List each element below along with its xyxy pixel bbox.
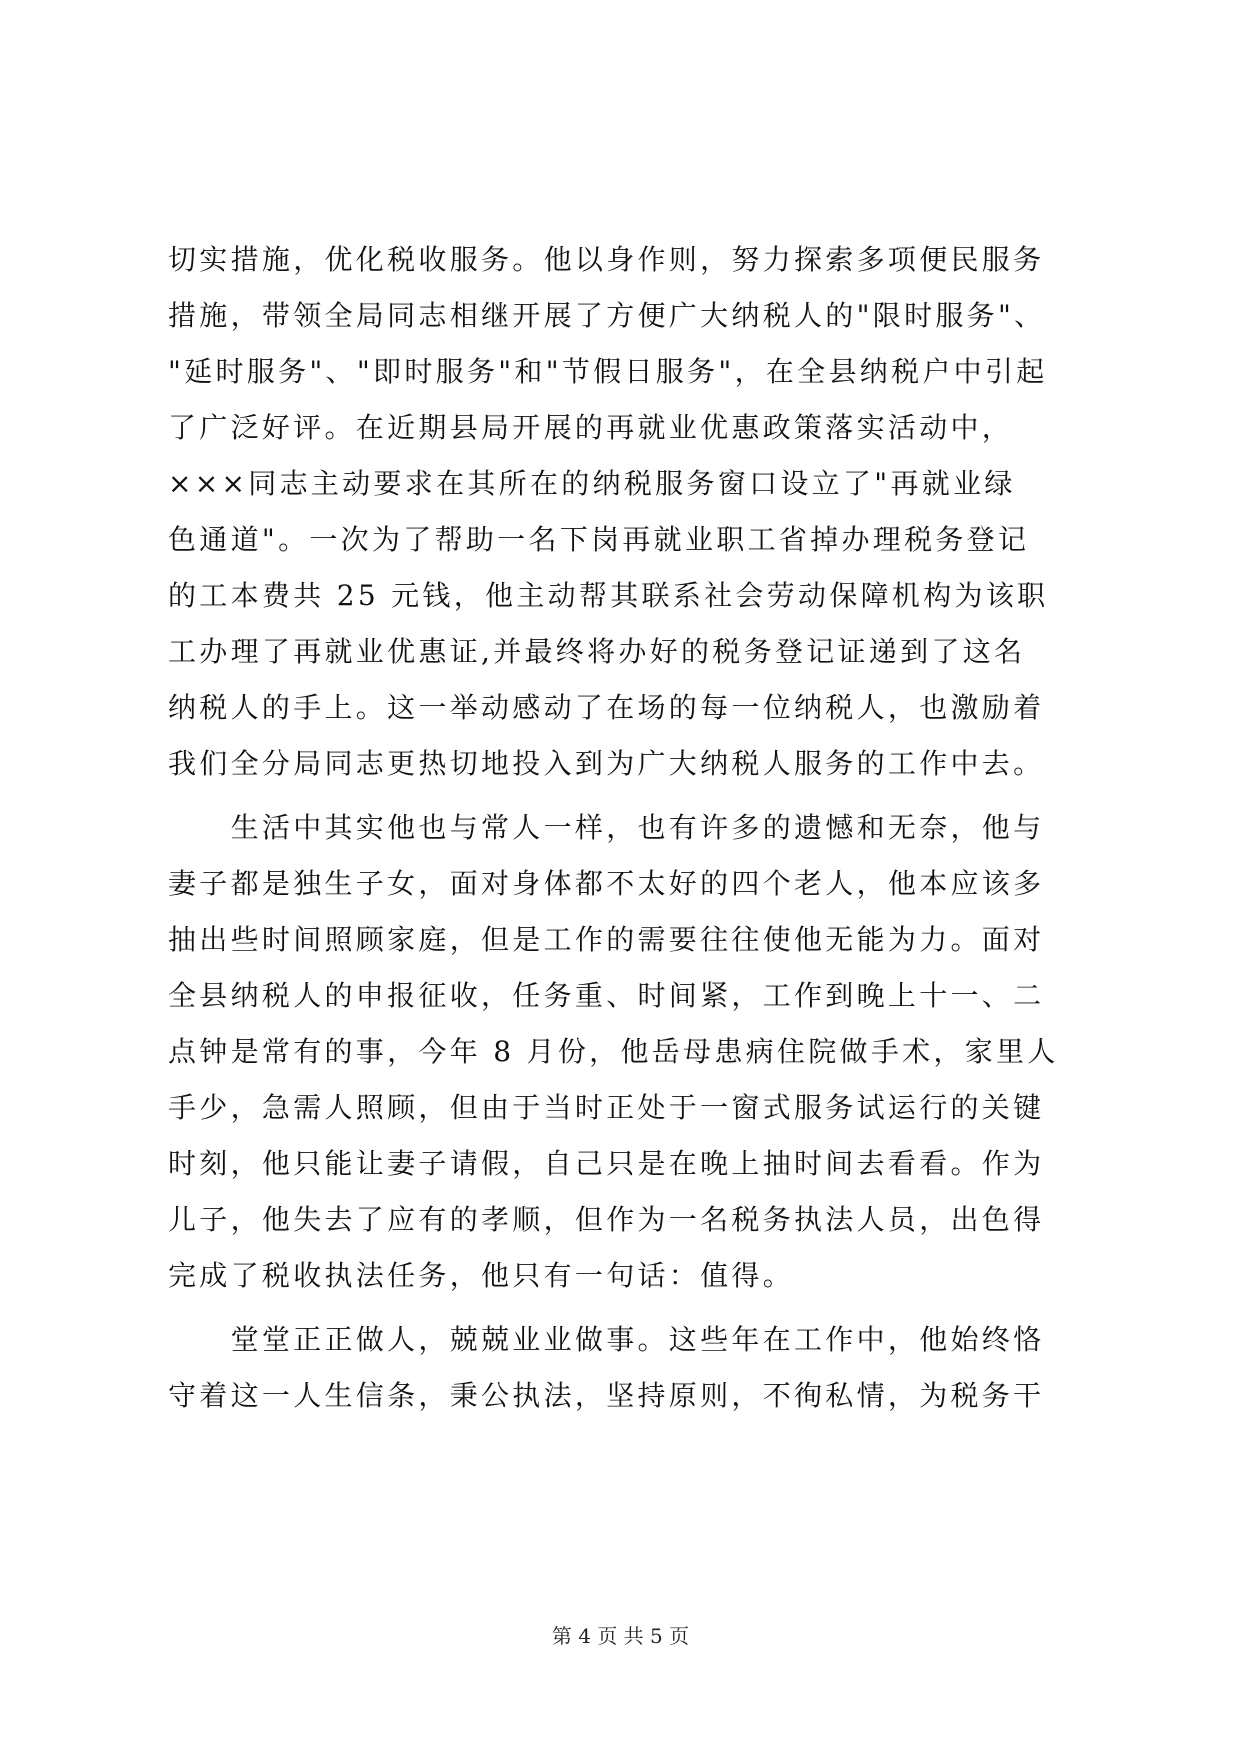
text-line: 切实措施，优化税收服务。他以身作则，努力探索多项便民服务 xyxy=(168,243,1045,276)
text-line: 色通道"。一次为了帮助一名下岗再就业职工省掉办理税务登记 xyxy=(168,523,1030,556)
text-line: 纳税人的手上。这一举动感动了在场的每一位纳税人，也激励着 xyxy=(168,691,1045,724)
text-line: 完成了税收执法任务，他只有一句话：值得。 xyxy=(168,1259,795,1292)
text-line: 我们全分局同志更热切地投入到为广大纳税人服务的工作中去。 xyxy=(168,747,1045,780)
text-line: 全县纳税人的申报征收，任务重、时间紧，工作到晚上十一、二 xyxy=(168,979,1045,1012)
text-line: ×××同志主动要求在其所在的纳税服务窗口设立了"再就业绿 xyxy=(168,467,1016,500)
text-line: 时刻，他只能让妻子请假，自己只是在晚上抽时间去看看。作为 xyxy=(168,1147,1045,1180)
text-line: 点钟是常有的事，今年 8 月份，他岳母患病住院做手术，家里人 xyxy=(168,1035,1059,1068)
page-number-footer: 第 4 页 共 5 页 xyxy=(551,1624,690,1648)
text-line: 了广泛好评。在近期县局开展的再就业优惠政策落实活动中， xyxy=(168,411,1014,444)
text-line: 儿子，他失去了应有的孝顺，但作为一名税务执法人员，出色得 xyxy=(168,1203,1045,1236)
document-body xyxy=(168,232,1078,1424)
text-line: 的工本费共 25 元钱，他主动帮其联系社会劳动保障机构为该职 xyxy=(168,579,1049,612)
text-line: 工办理了再就业优惠证,并最终将办好的税务登记证递到了这名 xyxy=(168,635,1026,668)
text-line: 堂堂正正做人，兢兢业业做事。这些年在工作中，他始终恪 xyxy=(168,1323,1045,1356)
text-line: "延时服务"、"即时服务"和"节假日服务"，在全县纳税户中引起 xyxy=(168,355,1048,388)
text-line: 守着这一人生信条，秉公执法，坚持原则，不徇私情，为税务干 xyxy=(168,1379,1045,1412)
text-line: 措施，带领全局同志相继开展了方便广大纳税人的"限时服务"、 xyxy=(168,299,1046,332)
text-line: 妻子都是独生子女，面对身体都不太好的四个老人，他本应该多 xyxy=(168,867,1045,900)
text-line: 手少，急需人照顾，但由于当时正处于一窗式服务试运行的关键 xyxy=(168,1091,1045,1124)
text-line: 抽出些时间照顾家庭，但是工作的需要往往使他无能为力。面对 xyxy=(168,923,1045,956)
text-line: 生活中其实他也与常人一样，也有许多的遗憾和无奈，他与 xyxy=(168,811,1045,844)
